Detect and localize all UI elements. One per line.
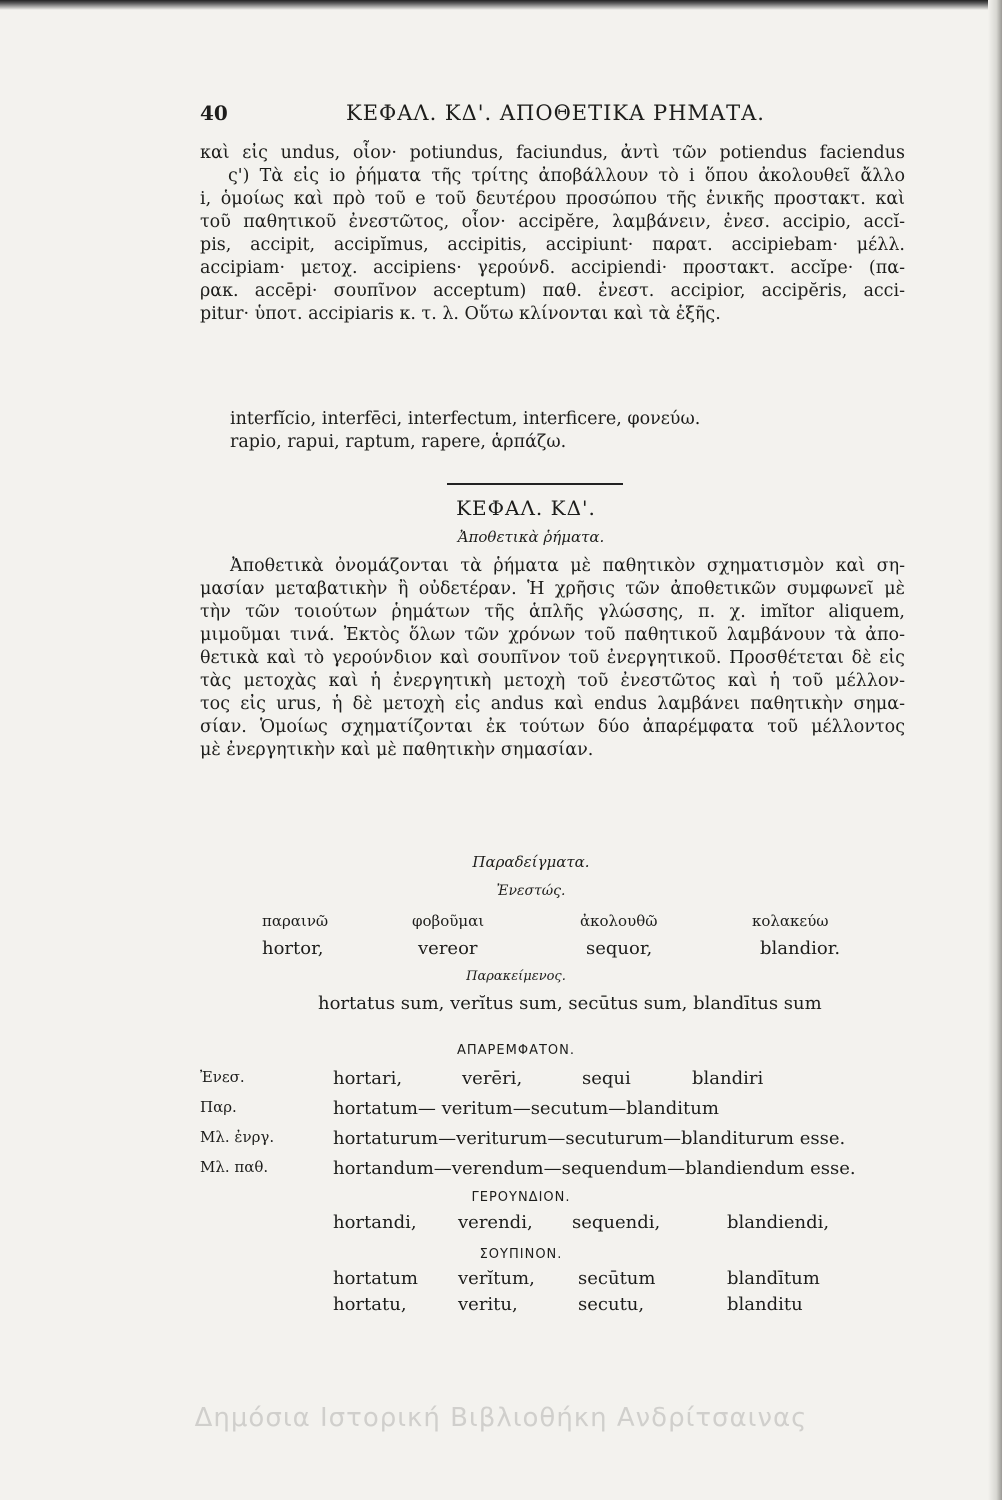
latin-verb: hortor, [262,938,324,959]
infinitive-row-future-active [0,1128,1002,1152]
text-line: τὰς μετοχὰς καὶ ἡ ἐνεργητικὴ μετοχὴ τοῦ ἐνεστῶτος καὶ ἡ τοῦ μέλλον- [200,671,905,691]
infinitive-row-perfect [0,1098,1002,1122]
supine-form: veritu, [458,1294,518,1315]
supine-form: blanditu [727,1294,803,1315]
row-label: Μλ. ἐνργ. [200,1128,275,1146]
row-label: Ἐνεσ. [200,1068,245,1086]
infinitive-row-future-passive [0,1158,1002,1182]
supine-form: secūtum [578,1268,656,1289]
infinitive-form: hortari, [333,1068,403,1089]
top-paragraph [200,142,905,326]
examples-list [230,408,700,454]
latin-verb: sequor, [586,938,653,959]
greek-verb: παραινῶ [262,912,329,930]
text-line: i, ὁμοίως καὶ πρὸ τοῦ e τοῦ δευτέρου προσώπου τῆς ἑνικῆς προστακτ. καὶ [200,189,905,209]
text-line: ρακ. accēpi· σουπῖνον acceptum) παθ. ἐνεστ. accipior, accipĕris, acci- [200,281,905,301]
supine-label: ΣΟΥΠΙΝΟΝ. [479,1247,563,1262]
section-divider [447,483,623,485]
perfect-forms: hortatus sum, verĭtus sum, secūtus sum, blandītus sum [318,993,822,1014]
text-line: τος εἰς urus, ἡ δὲ μετοχὴ εἰς andus καὶ endus λαμβάνει παθητικὴν σημα- [200,694,905,714]
infinitive-row-present [0,1068,1002,1092]
gerund-label: ΓΕΡΟΥΝΔΙΟΝ. [471,1190,571,1205]
greek-verbs-row [0,912,1002,934]
gerund-form: verendi, [458,1212,533,1233]
latin-verbs-row [0,938,1002,962]
infinitive-form: sequi [582,1068,631,1089]
greek-verb: κολακεύω [752,912,829,930]
text-line: καὶ εἰς undus, οἷον· potiundus, faciundus, ἀντὶ τῶν potiendus faciendus [200,143,905,163]
supine-form: blandītum [727,1268,820,1289]
chapter-heading: ΚΕΦΑΛ. ΚΔ'. [456,496,596,520]
present-tense-label: Ἐνεστώς. [496,883,566,899]
infinitive-form: verēri, [462,1068,523,1089]
example-line: rapio, rapui, raptum, rapere, ἁρπάζω. [230,432,567,452]
gerund-form: hortandi, [333,1212,417,1233]
greek-verb: φοβοῦμαι [412,912,485,930]
text-line: pis, accipit, accipĭmus, accipitis, accipiunt· παρατ. accipiebam· μέλλ. [200,235,905,255]
row-label: Παρ. [200,1098,237,1116]
infinitive-forms: hortaturum—veriturum—secuturum—blanditurum esse. [333,1128,846,1149]
latin-verb: vereor [418,938,478,959]
supine-form: hortatu, [333,1294,407,1315]
text-line: ς') Τὰ εἰς io ῥήματα τῆς τρίτης ἀποβάλλουν τὸ i ὅπου ἀκολουθεῖ ἄλλο [228,166,905,186]
page-number: 40 [200,101,228,125]
supine-form: secutu, [578,1294,645,1315]
supine-form: hortatum [333,1268,418,1289]
supine-form: verĭtum, [458,1268,535,1289]
infinitive-form: blandiri [692,1068,764,1089]
page-top-edge [0,0,1002,10]
library-watermark: Δημόσια Ιστορική Βιβλιοθήκη Ανδρίτσαινας [194,1403,808,1433]
example-line: interfĭcio, interfēci, interfectum, interficere, φονεύω. [230,409,701,429]
text-line: μιμοῦμαι τινά. Ἐκτὸς ὅλων τῶν χρόνων τοῦ παθητικοῦ λαμβάνουν τὰ ἀπο- [200,625,905,645]
text-line: τοῦ παθητικοῦ ἐνεστῶτος, οἷον· accipĕre, λαμβάνειν, ἐνεσ. accipio, accĭ- [200,212,905,232]
text-line: μὲ ἐνεργητικὴν καὶ μὲ παθητικὴν σημασίαν. [200,740,594,760]
infinitive-label: ΑΠΑΡΕΜΦΑΤΟΝ. [457,1043,575,1058]
text-line: τὴν τῶν τοιούτων ῥημάτων τῆς ἁπλῆς γλώσσης, π. χ. imĭtor aliquem, [200,602,905,622]
chapter-subtitle: Ἀποθετικὰ ῥήματα. [457,528,605,546]
text-line: pitur· ὑποτ. accipiaris κ. τ. λ. Οὕτω κλίνονται καὶ τὰ ἑξῆς. [200,304,721,324]
text-line: θετικὰ καὶ τὸ γερούνδιον καὶ σουπῖνον τοῦ ἐνεργητικοῦ. Προσθέτεται δὲ εἰς [200,648,905,668]
text-line: accipiam· μετοχ. accipiens· γερούνδ. accipiendi· προστακτ. accĭpe· (πα- [200,258,905,278]
paradigms-title: Παραδείγματα. [472,853,590,871]
running-head: ΚΕΦΑΛ. ΚΔ'. ΑΠΟΘΕΤΙΚΑ ΡΗΜΑΤΑ. [346,101,765,125]
infinitive-forms: hortandum—verendum—sequendum—blandiendum esse. [333,1158,856,1179]
infinitive-forms: hortatum— veritum—secutum—blanditum [333,1098,719,1119]
row-label: Μλ. παθ. [200,1158,269,1176]
text-line: Ἀποθετικὰ ὀνομάζονται τὰ ῥήματα μὲ παθητικὸν σχηματισμὸν καὶ ση- [230,556,905,576]
supine-row [0,1294,1002,1318]
perfect-tense-label: Παρακείμενος. [466,969,566,984]
gerund-row [0,1212,1002,1236]
text-line: μασίαν μεταβατικὴν ἢ οὐδετέραν. Ἡ χρῆσις τῶν ἀποθετικῶν συμφωνεῖ μὲ [200,579,905,599]
main-paragraph [200,555,905,762]
latin-verb: blandior. [760,938,841,959]
gerund-form: blandiendi, [727,1212,830,1233]
text-line: σίαν. Ὁμοίως σχηματίζονται ἐκ τούτων δύο ἀπαρέμφατα τοῦ μέλλοντος [200,717,905,737]
gerund-form: sequendi, [572,1212,661,1233]
supine-row [0,1268,1002,1292]
greek-verb: ἀκολουθῶ [580,912,658,930]
